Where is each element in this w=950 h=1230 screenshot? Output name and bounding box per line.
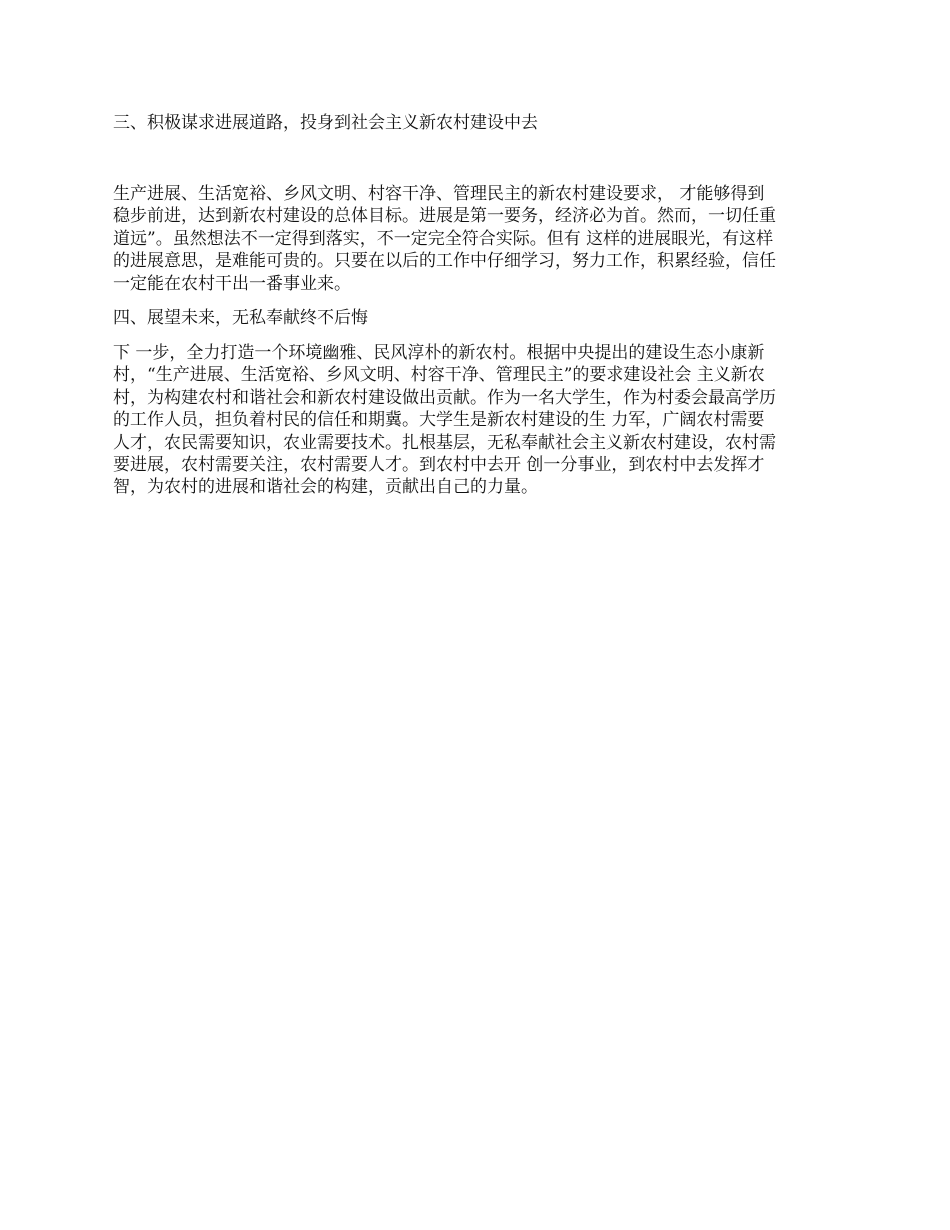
paragraph-line: 一定能在农村干出一番事业来。 — [113, 273, 351, 294]
paragraph-line: 的工作人员，担负着村民的信任和期冀。大学生是新农村建设的生 力军，广阔农村需要 — [113, 410, 765, 431]
paragraph-line: 道远”。虽然想法不一定得到落实，不一定完全符合实际。但有 这样的进展眼光，有这样 — [113, 228, 774, 249]
section-4-heading: 四、展望未来，无私奉献终不后悔 — [113, 308, 368, 329]
paragraph-line: 智，为农村的进展和谐社会的构建，贡献出自己的力量。 — [113, 477, 538, 498]
paragraph-line: 要进展，农村需要关注，农村需要人才。到农村中去开 创一分事业，到农村中去发挥才 — [113, 455, 765, 476]
paragraph-line: 下 一步，全力打造一个环境幽雅、民风淳朴的新农村。根据中央提出的建设生态小康新 — [113, 343, 765, 364]
paragraph-line: 稳步前进，达到新农村建设的总体目标。进展是第一要务，经济必为首。然而，一切任重 — [113, 206, 776, 227]
section-3-paragraph — [113, 183, 841, 295]
paragraph-line: 人才，农民需要知识，农业需要技术。扎根基层，无私奉献社会主义新农村建设，农村需 — [113, 432, 776, 453]
section-4-paragraph — [113, 342, 841, 499]
paragraph-line: 的进展意思，是难能可贵的。只要在以后的工作中仔细学习，努力工作，积累经验，信任 — [113, 251, 776, 272]
section-3-heading: 三、积极谋求进展道路，投身到社会主义新农村建设中去 — [113, 113, 538, 133]
document-page — [113, 112, 841, 499]
paragraph-line: 村，为构建农村和谐社会和新农村建设做出贡献。作为一名大学生，作为村委会最高学历 — [113, 387, 776, 408]
paragraph-line: 村，“生产进展、生活宽裕、乡风文明、村容干净、管理民主”的要求建设社会 主义新农 — [113, 365, 765, 386]
paragraph-line: 生产进展、生活宽裕、乡风文明、村容干净、管理民主的新农村建设要求， 才能够得到 — [113, 184, 765, 204]
